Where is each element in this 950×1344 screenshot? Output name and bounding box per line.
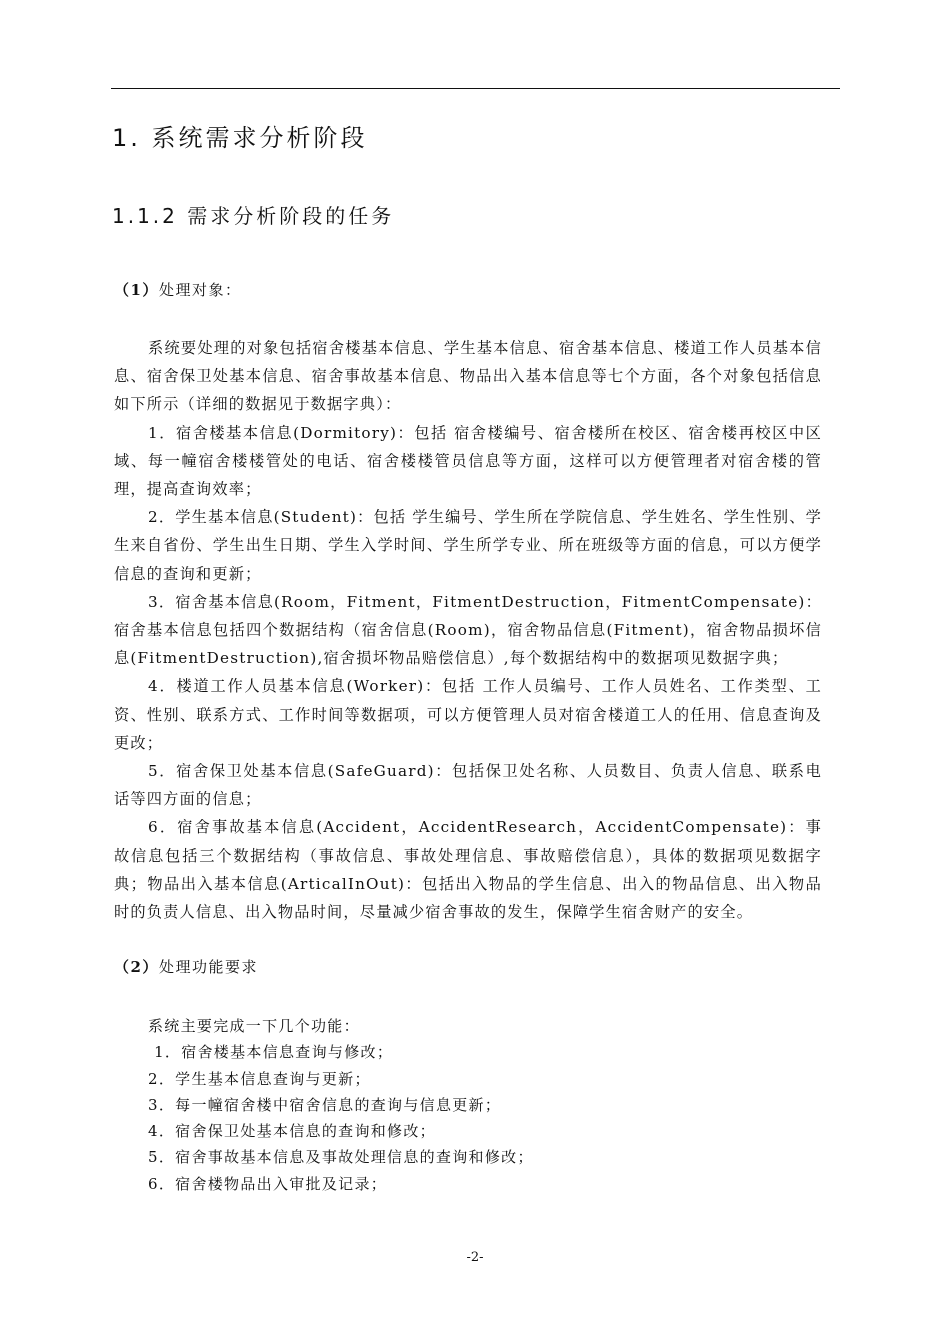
part1-body — [114, 334, 822, 926]
part1-heading — [114, 279, 241, 300]
section-title: 1. 系统需求分析阶段 — [112, 124, 368, 152]
part2-number: （2） — [114, 958, 159, 976]
part2-heading-text: 处理功能要求 — [158, 958, 258, 976]
header-rule — [111, 88, 840, 89]
function-item: 4．宿舍保卫处基本信息的查询和修改； — [148, 1122, 436, 1141]
part1-item: 3．宿舍基本信息(Room，Fitment，FitmentDestruction，FitmentCompensate)：宿舍基本信息包括四个数据结构（宿舍信息(Room)，宿舍物品信息(Fitment)，宿舍物品损坏信息(FitmentDestruction),宿舍损坏物品赔偿信息）,每个数据结构中的数据项见数据字典； — [114, 592, 822, 668]
subsection-title: 1.1.2 需求分析阶段的任务 — [112, 204, 395, 228]
part2-intro: 系统主要完成一下几个功能： — [148, 1017, 360, 1035]
part1-item: 1．宿舍楼基本信息(Dormitory)：包括 宿舍楼编号、宿舍楼所在校区、宿舍楼再校区中区域、每一幢宿舍楼楼管处的电话、宿舍楼楼管员信息等方面，这样可以方便管理者对宿舍楼的管理，提高查询效率； — [114, 423, 822, 499]
function-item: 1．宿舍楼基本信息查询与修改； — [148, 1043, 394, 1062]
part1-intro: 系统要处理的对象包括宿舍楼基本信息、学生基本信息、宿舍基本信息、楼道工作人员基本信息、宿舍保卫处基本信息、宿舍事故基本信息、物品出入基本信息等七个方面，各个对象包括信息如下所示（详细的数据见于数据字典）： — [114, 339, 822, 414]
part2-function-list — [148, 1013, 534, 1197]
function-item: 2．学生基本信息查询与更新； — [148, 1069, 371, 1088]
part1-item: 2．学生基本信息(Student)：包括 学生编号、学生所在学院信息、学生姓名、学生性别、学生来自省份、学生出生日期、学生入学时间、学生所学专业、所在班级等方面的信息，可以方便学信息的查询和更新； — [114, 508, 822, 583]
function-item: 6．宿舍楼物品出入审批及记录； — [148, 1174, 388, 1193]
function-item: 5．宿舍事故基本信息及事故处理信息的查询和修改； — [148, 1148, 534, 1167]
function-item: 3．每一幢宿舍楼中宿舍信息的查询与信息更新； — [148, 1095, 502, 1114]
page-number: -2- — [466, 1250, 484, 1265]
part1-item: 4．楼道工作人员基本信息(Worker)：包括 工作人员编号、工作人员姓名、工作类型、工资、性别、联系方式、工作时间等数据项，可以方便管理人员对宿舍楼道工人的任用、信息查询及更改； — [114, 677, 822, 752]
part1-item: 5．宿舍保卫处基本信息(SafeGuard)：包括保卫处名称、人员数目、负责人信息、联系电话等四方面的信息； — [114, 762, 822, 809]
part1-heading-text: 处理对象： — [158, 281, 242, 299]
part2-heading — [114, 956, 258, 977]
part1-number: （1） — [114, 281, 159, 299]
part1-item: 6．宿舍事故基本信息(Accident，AccidentResearch，AccidentCompensate)：事故信息包括三个数据结构（事故信息、事故处理信息、事故赔偿信息），具体的数据项见数据字典；物品出入基本信息(ArticalInOut)：包括出入物品的学生信息、出入的物品信息、出入物品时的负责人信息、出入物品时间，尽量减少宿舍事故的发生，保障学生宿舍财产的安全。 — [114, 818, 822, 922]
